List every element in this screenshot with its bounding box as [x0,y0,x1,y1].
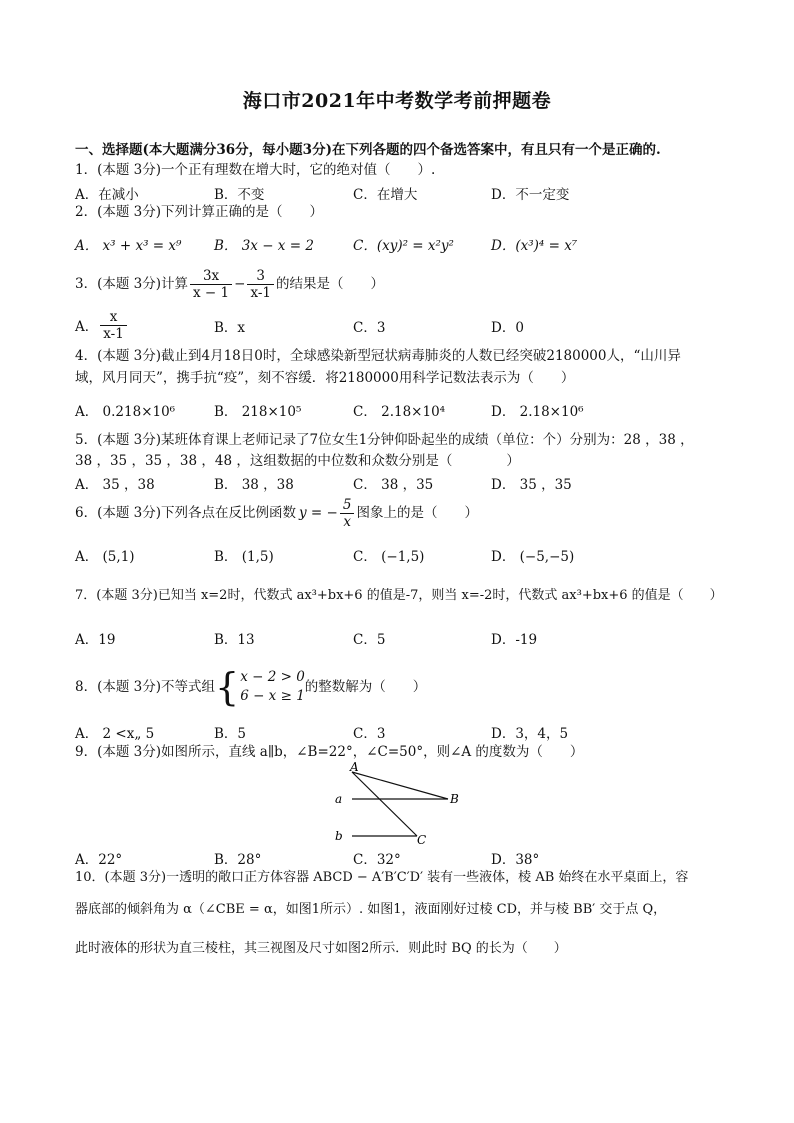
q3-option-b: B．x [214,320,246,336]
question-10-line-1: 10．(本题 3分)一透明的敞口正方体容器 ABCD − A′B′C′D′ 装有一些液体，棱 AB 始终在水平桌面上，容 [75,870,689,885]
q3-fraction-1 [190,268,232,301]
q6-suffix: 图象上的是（ ） [356,505,478,521]
q1-option-c: C．在增大 [353,187,418,203]
q5-option-d: D． 35 ，35 [491,477,572,493]
q2-option-a: A． x³ + x³ = x⁹ [75,238,182,254]
q1-option-a: A．在减小 [75,187,139,203]
q6-option-b: B． (1,5) [214,549,274,565]
q3-fraction-1-num: 3x [190,268,232,285]
q3-fraction-2-num: 3 [247,268,274,285]
q9-label-line-a: a [335,792,343,806]
q8-option-b: B．5 [214,726,247,742]
q9-option-c: C．32° [353,852,401,868]
q2-option-d: D．(x³)⁴ = x⁷ [491,238,578,254]
q6-option-c: C． (−1,5) [353,549,425,565]
q6-option-d: D． (−5,−5) [491,549,575,565]
q4-option-d: D． 2.18×10⁶ [491,404,584,420]
q6-option-a: A． (5,1) [75,549,135,565]
q6-fraction-num: 5 [340,497,355,514]
q8-system [240,668,305,706]
question-9: 9．(本题 3分)如图所示，直线 a∥b，∠B=22°，∠C=50°，则∠A 的度数为（ ） [75,744,584,760]
q8-prefix: 8．(本题 3分)不等式组 [75,679,216,695]
question-4-line-1: 4．(本题 3分)截止到4月18日0时，全球感染新型冠状病毒肺炎的人数已经突破2180000人，“山川异 [75,348,681,364]
q7-option-b: B．13 [214,632,255,648]
q3-option-c: C．3 [353,320,386,336]
q7-option-d: D．-19 [491,632,538,648]
q5-option-b: B． 38 ，38 [214,477,294,493]
q7-option-c: C．5 [353,632,386,648]
question-8 [75,664,426,710]
q4-option-b: B． 218×10⁵ [214,404,302,420]
q8-brace: { [215,665,240,709]
q9-label-c-point: C [417,833,427,847]
q8-inequality-1: x − 2 > 0 [240,669,305,685]
q2-option-c: C．(xy)² = x²y² [353,238,454,254]
question-10-line-2: 器底部的倾斜角为 α（∠CBE = α，如图1所示）. 如图1，液面刚好过棱 CD，并与棱 BB′ 交于点 Q， [75,902,667,917]
q8-option-d: D．3，4，5 [491,726,569,742]
q9-option-d: D．38° [491,852,540,868]
q5-option-c: C． 38 ，35 [353,477,434,493]
q1-option-d: D．不一定变 [491,187,570,203]
q4-option-c: C． 2.18×10⁴ [353,404,446,420]
question-4-line-2: 域，风月同天”，携手抗“疫”，刻不容缓．将2180000用科学记数法表示为（ ） [75,370,575,386]
q3-option-a-den: x-1 [103,325,124,342]
q9-figure [330,762,465,847]
q9-option-a: A．22° [75,852,123,868]
section-heading: 一、选择题(本大题满分36分，每小题3分)在下列各题的四个备选答案中，有且只有一个是正确的. [75,142,661,158]
question-7: 7．(本题 3分)已知当 x=2时，代数式 ax³+bx+6 的值是-7，则当 x=-2时，代数式 ax³+bx+6 的值是（ ） [75,588,723,603]
q3-prefix: 3．(本题 3分)计算 [75,276,189,292]
page-title: 海口市2021年中考数学考前押题卷 [242,90,552,112]
q8-option-a: A． 2 <x„ 5 [75,726,155,742]
q3-fraction-1-den: x − 1 [193,284,230,301]
question-10-line-3: 此时液体的形状为直三棱柱，其三视图及尺寸如图2所示．则此时 BQ 的长为（ ） [75,941,567,956]
q2-option-b: B． 3x − x = 2 [214,238,314,254]
q5-option-a: A． 35 ，38 [75,477,155,493]
question-5-line-1: 5．(本题 3分)某班体育课上老师记录了7位女生1分钟仰卧起坐的成绩（单位：个）分别为：28 ，38 ， [75,432,694,448]
q9-option-b: B．28° [214,852,262,868]
q3-minus: − [234,276,246,292]
q6-fraction [340,497,355,530]
q1-option-b: B．不变 [214,187,265,203]
q7-option-a: A．19 [75,632,116,648]
q8-suffix: 的整数解为（ ） [304,679,427,695]
question-5-line-2: 38 ，35 ，35 ，38 ，48 ，这组数据的中位数和众数分别是（ ） [75,453,520,469]
question-3 [75,264,384,304]
q3-fraction-2-den: x-1 [250,284,271,301]
q3-option-d: D．0 [491,320,524,336]
question-2: 2．(本题 3分)下列计算正确的是（ ） [75,204,324,220]
q3-option-a-label: A． [75,319,99,335]
q9-label-line-b: b [335,829,343,843]
q8-inequality-2: 6 − x ≥ 1 [240,688,305,704]
q4-option-a: A． 0.218×10⁶ [75,404,176,420]
q3-fraction-2 [247,268,274,301]
q3-suffix: 的结果是（ ） [275,276,384,292]
q3-option-a [75,305,129,345]
q3-option-a-num: x [100,309,127,326]
q6-equation: y = − [299,505,338,521]
question-6 [75,492,478,534]
question-1: 1．(本题 3分)一个正有理数在增大时，它的绝对值（ ）. [75,162,436,178]
q8-option-c: C．3 [353,726,386,742]
q6-prefix: 6．(本题 3分)下列各点在反比例函数 [75,505,297,521]
q9-label-b-point: B [450,792,459,806]
q9-label-a-point: A [350,762,359,774]
q3-option-a-fraction [100,309,127,342]
q6-fraction-den: x [343,513,351,530]
